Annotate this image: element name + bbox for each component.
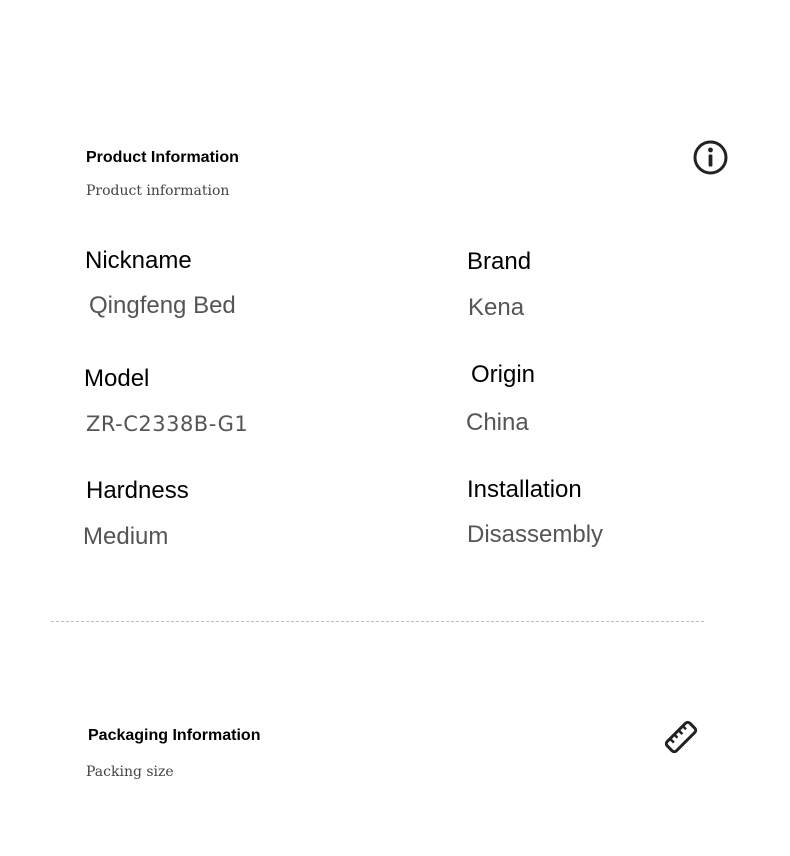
- origin-label: Origin: [471, 361, 536, 388]
- hardness-label: Hardness: [86, 477, 189, 504]
- model-value: ZR-C2338B-G1: [86, 412, 249, 436]
- brand-label: Brand: [467, 248, 532, 275]
- product-section-title: Product Information: [86, 149, 239, 166]
- ruler-icon: [662, 718, 700, 756]
- section-divider: [51, 621, 704, 622]
- origin-value: China: [466, 409, 529, 436]
- installation-label: Installation: [467, 476, 582, 503]
- packaging-section-subtitle: Packing size: [86, 764, 174, 780]
- info-icon: [693, 140, 728, 175]
- packaging-section-title: Packaging Information: [88, 727, 261, 744]
- nickname-label: Nickname: [85, 247, 192, 274]
- product-section-subtitle: Product information: [86, 183, 230, 199]
- brand-value: Kena: [468, 294, 525, 321]
- model-label: Model: [84, 365, 150, 392]
- nickname-value: Qingfeng Bed: [89, 292, 236, 319]
- installation-value: Disassembly: [467, 521, 604, 548]
- hardness-value: Medium: [83, 523, 169, 550]
